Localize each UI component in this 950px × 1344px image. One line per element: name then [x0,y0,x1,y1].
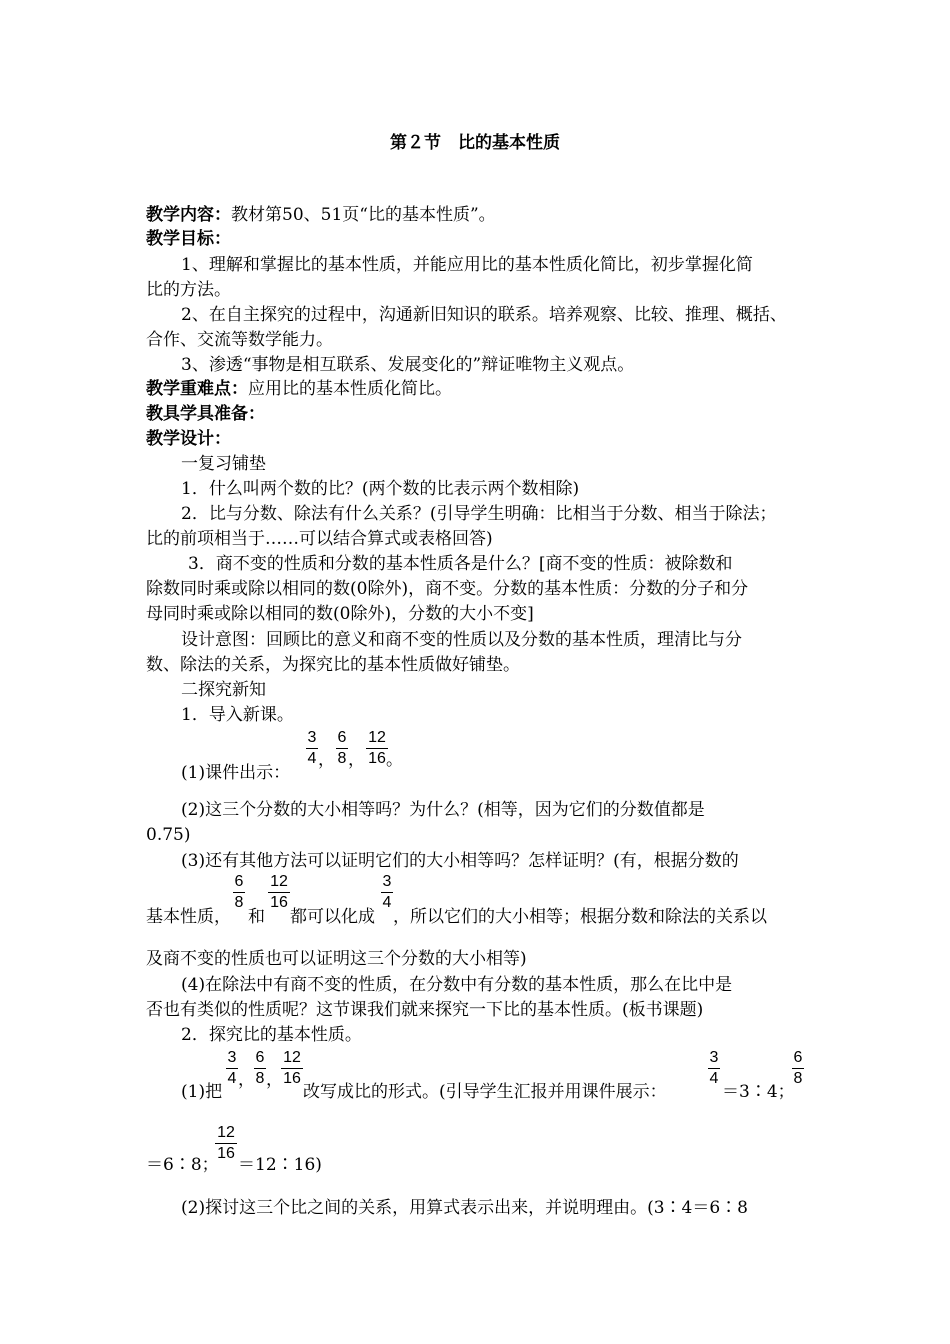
step-2: 2．探究比的基本性质。 [181,1025,362,1045]
step-2-2: (2)探讨这三个比之间的关系，用算式表示出来，并说明理由。(3∶4＝6∶8 [181,1198,748,1218]
fraction-12-16: 12 16 [281,1049,303,1088]
step-1-1: (1)课件出示： [181,763,291,783]
fraction-6-8: 6 8 [255,1049,265,1087]
content-line [146,204,496,226]
question-2-line-a: 2．比与分数、除法有什么关系？(引导学生明确：比相当于分数、相当于除法； [181,504,777,524]
content-label: 教学内容： [146,205,231,225]
step-1-2-line-a: (2)这三个分数的大小相等吗？为什么？(相等，因为它们的分数值都是 [181,800,705,820]
content-text: 教材第50、51页“比的基本性质”。 [231,205,496,225]
question-3-line-b: 除数同时乘或除以相同的数(0除外)，商不变。分数的基本性质：分数的分子和分 [146,579,749,599]
comma: ， [238,1070,255,1090]
step-2-1-seg-4: ＝6∶8； [146,1155,219,1175]
question-3-line-c: 母同时乘或除以相同的数(0除外)，分数的大小不变] [146,604,534,624]
question-2-line-b: 比的前项相当于……可以结合算式或表格回答) [146,529,493,549]
fraction-3-4: 3 4 [382,873,392,911]
goal1-line-b: 比的方法。 [146,280,231,300]
fraction-6-8: 6 8 [793,1049,803,1087]
goals-label: 教学目标： [146,229,231,249]
comma: ， [266,1070,283,1090]
step-1-3-seg-4: ，所以它们的大小相等；根据分数和除法的关系以 [393,907,767,927]
step-1-3-seg-2: 和 [248,907,265,927]
section-review: 一复习铺垫 [181,454,266,474]
key-text: 应用比的基本性质化简比。 [248,379,452,399]
intent-line-b: 数、除法的关系，为探究比的基本性质做好铺垫。 [146,655,520,675]
step-1: 1．导入新课。 [181,705,294,725]
key-line [146,378,452,400]
fraction-3-4: 3 4 [709,1049,719,1087]
step-2-1-seg-2: 改写成比的形式。(引导学生汇报并用课件展示： [303,1082,667,1102]
goal2-line-a: 2、在自主探究的过程中，沟通新旧知识的联系。培养观察、比较、推理、概括、 [181,305,787,325]
step-2-1-seg-3: ＝3∶4； [722,1082,795,1102]
step-1-3-line-a: (3)还有其他方法可以证明它们的大小相等吗？怎样证明？(有，根据分数的 [181,851,739,871]
comma: ， [318,750,335,770]
fraction-3-4: 3 4 [307,729,317,767]
fraction-12-16: 12 16 [366,729,388,768]
section-explore: 二探究新知 [181,680,266,700]
page-title: 第２节 比的基本性质 [390,133,560,153]
tools-label: 教具学具准备： [146,404,265,424]
key-label: 教学重难点： [146,379,248,399]
question-3-line-a: 3．商不变的性质和分数的基本性质各是什么？[商不变的性质：被除数和 [188,554,733,574]
step-1-4-line-a: (4)在除法中有商不变的性质，在分数中有分数的基本性质，那么在比中是 [181,975,733,995]
period: 。 [386,750,403,770]
goal2-line-b: 合作、交流等数学能力。 [146,330,333,350]
question-1: 1．什么叫两个数的比？(两个数的比表示两个数相除) [181,479,580,499]
goal3-line: 3、渗透“事物是相互联系、发展变化的”辩证唯物主义观点。 [181,355,635,375]
step-1-4-line-b: 否也有类似的性质呢？这节课我们就来探究一下比的基本性质。(板书课题) [146,1000,704,1020]
intent-line-a: 设计意图：回顾比的意义和商不变的性质以及分数的基本性质，理清比与分 [181,630,742,650]
step-1-3-line-c: 及商不变的性质也可以证明这三个分数的大小相等) [146,949,527,969]
comma: ， [348,750,365,770]
goal1-line-a: 1、理解和掌握比的基本性质，并能应用比的基本性质化简比，初步掌握化简 [181,255,753,275]
fraction-6-8: 6 8 [337,729,347,767]
step-2-1-seg-5: ＝12∶16) [238,1155,322,1175]
step-2-1-seg-1: (1)把 [181,1082,223,1102]
fraction-12-16: 12 16 [215,1124,237,1163]
fraction-3-4: 3 4 [227,1049,237,1087]
fraction-6-8: 6 8 [234,873,244,911]
step-1-2-line-b: 0.75) [146,825,191,845]
fraction-12-16: 12 16 [268,873,290,912]
design-label: 教学设计： [146,429,231,449]
step-1-3-seg-1: 基本性质， [146,907,231,927]
step-1-3-seg-3: 都可以化成 [290,907,375,927]
